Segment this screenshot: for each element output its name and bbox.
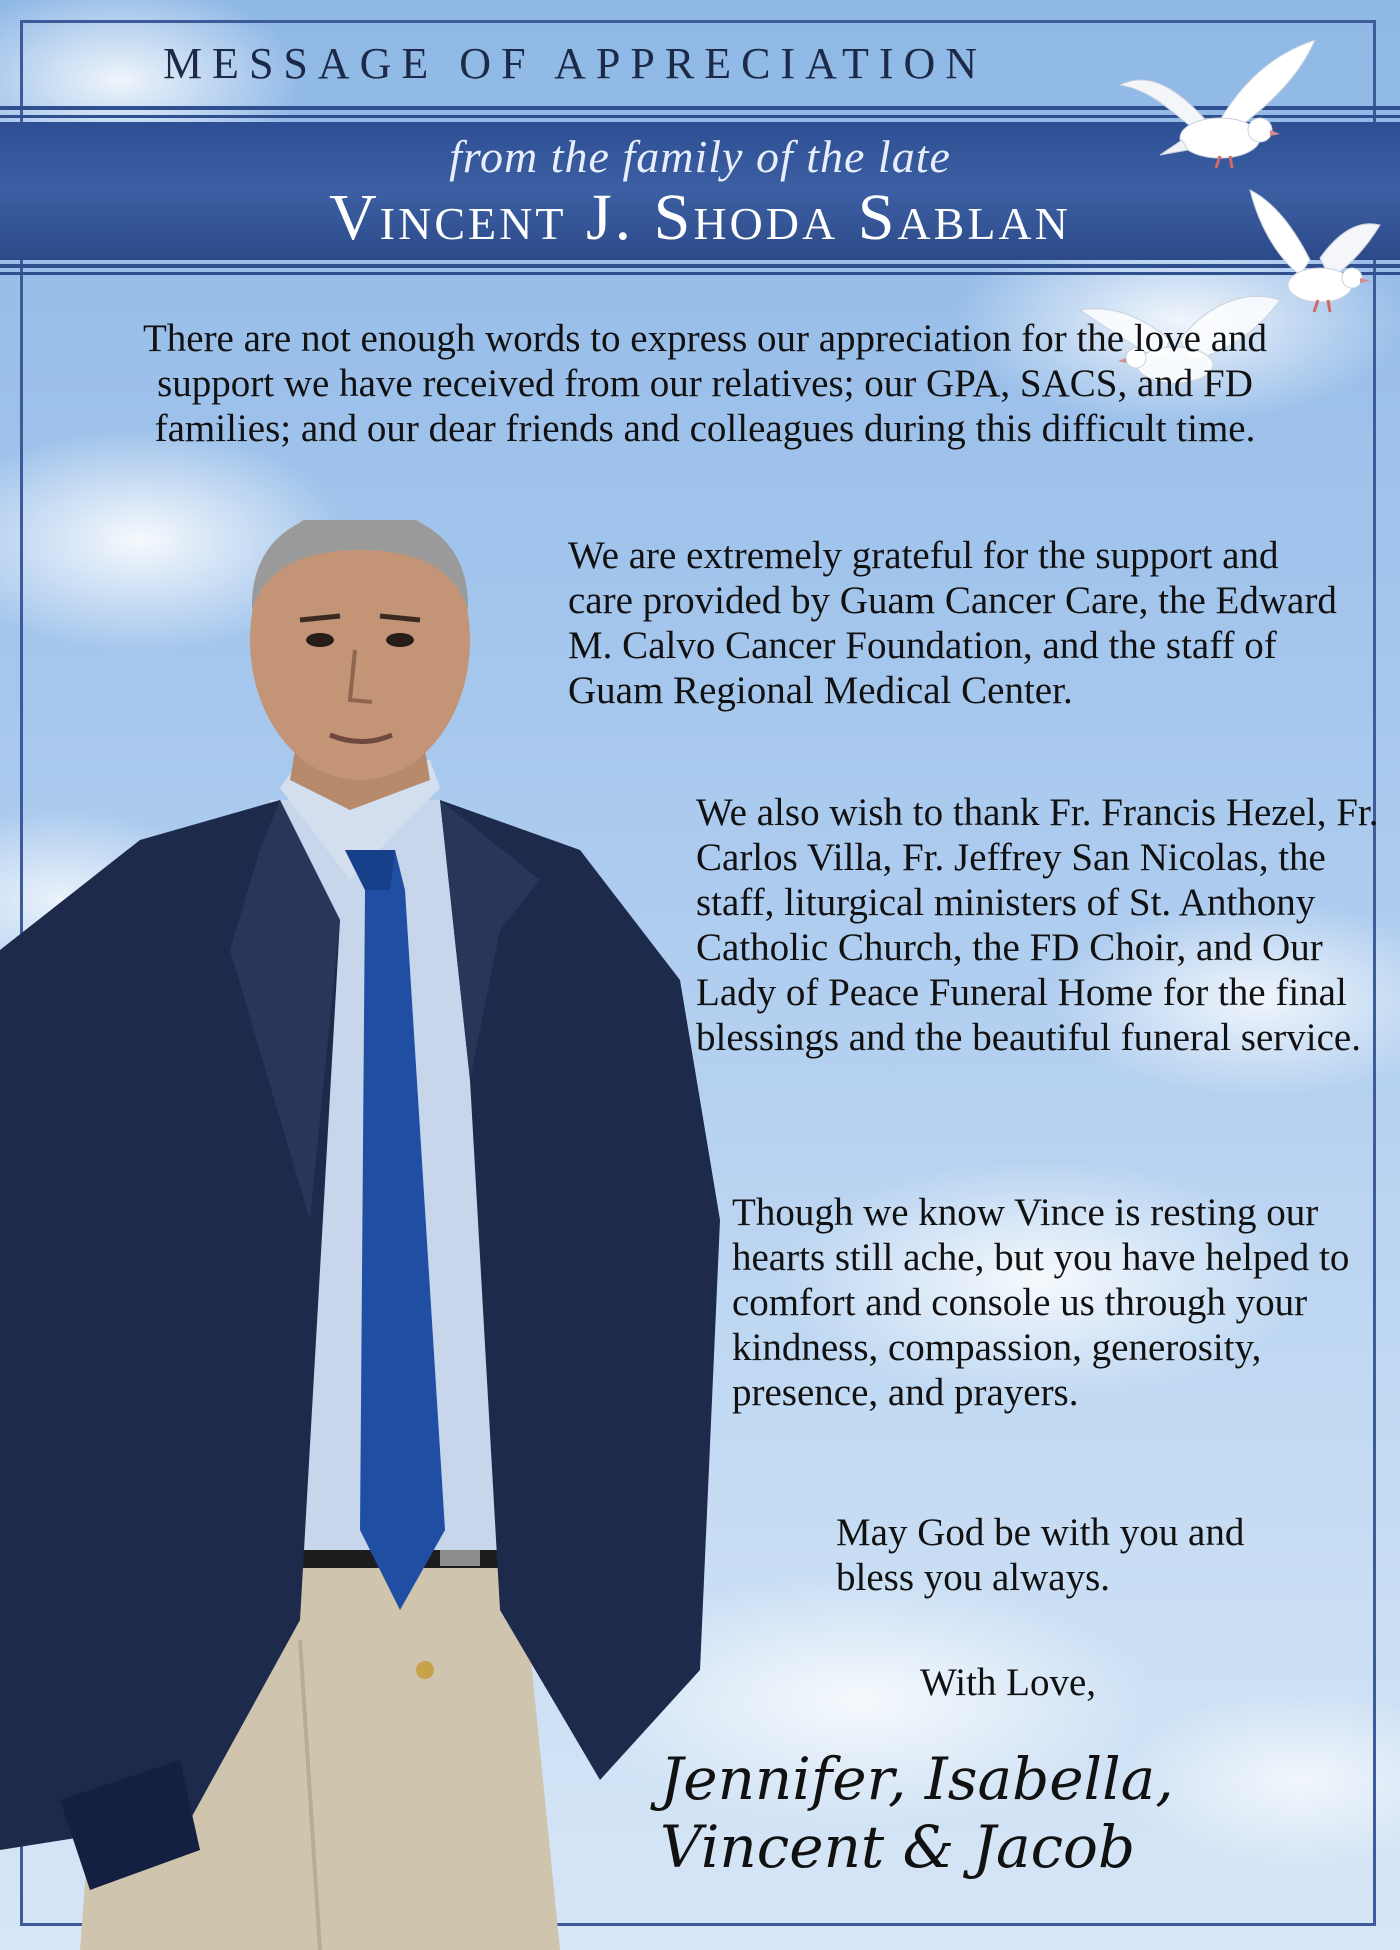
paragraph-clergy-thanks: We also wish to thank Fr. Francis Hezel, Fr. Carlos Villa, Fr. Jeffrey San Nicolas, the staff, liturgical ministers of St. Anthony Catholic Church, the FD Choir, and Our Lady of Peace Funeral Home for the final blessings and the beautiful funeral service. [696,791,1379,1059]
family-signature: Jennifer, Isabella, Vincent & Jacob [660,1745,1174,1881]
paragraph-comfort: Though we know Vince is resting our hearts still ache, but you have helped to comfort and console us through your kindness, compassion, generosity, presence, and prayers. [732,1191,1350,1414]
paragraph-appreciation: There are not enough words to express our appreciation for the love and support we have received from our relatives; our GPA, SACS, and FD families; and our dear friends and colleagues during this difficult time. [142,317,1268,450]
blessing-text: May God be with you and bless you always. [836,1511,1245,1599]
dove-icon [1110,30,1320,180]
deceased-name: Vincent J. Shoda Sablan [329,181,1071,254]
page-title: MESSAGE OF APPRECIATION [162,39,988,88]
paragraph-medical-thanks: We are extremely grateful for the support and care provided by Guam Cancer Care, the Edward M. Calvo Cancer Foundation, and the staff of Guam Regional Medical Center. [568,534,1337,712]
banner-subtitle: from the family of the late [449,131,951,182]
portrait-photo [0,520,720,1950]
closing-text: With Love, [920,1661,1097,1704]
